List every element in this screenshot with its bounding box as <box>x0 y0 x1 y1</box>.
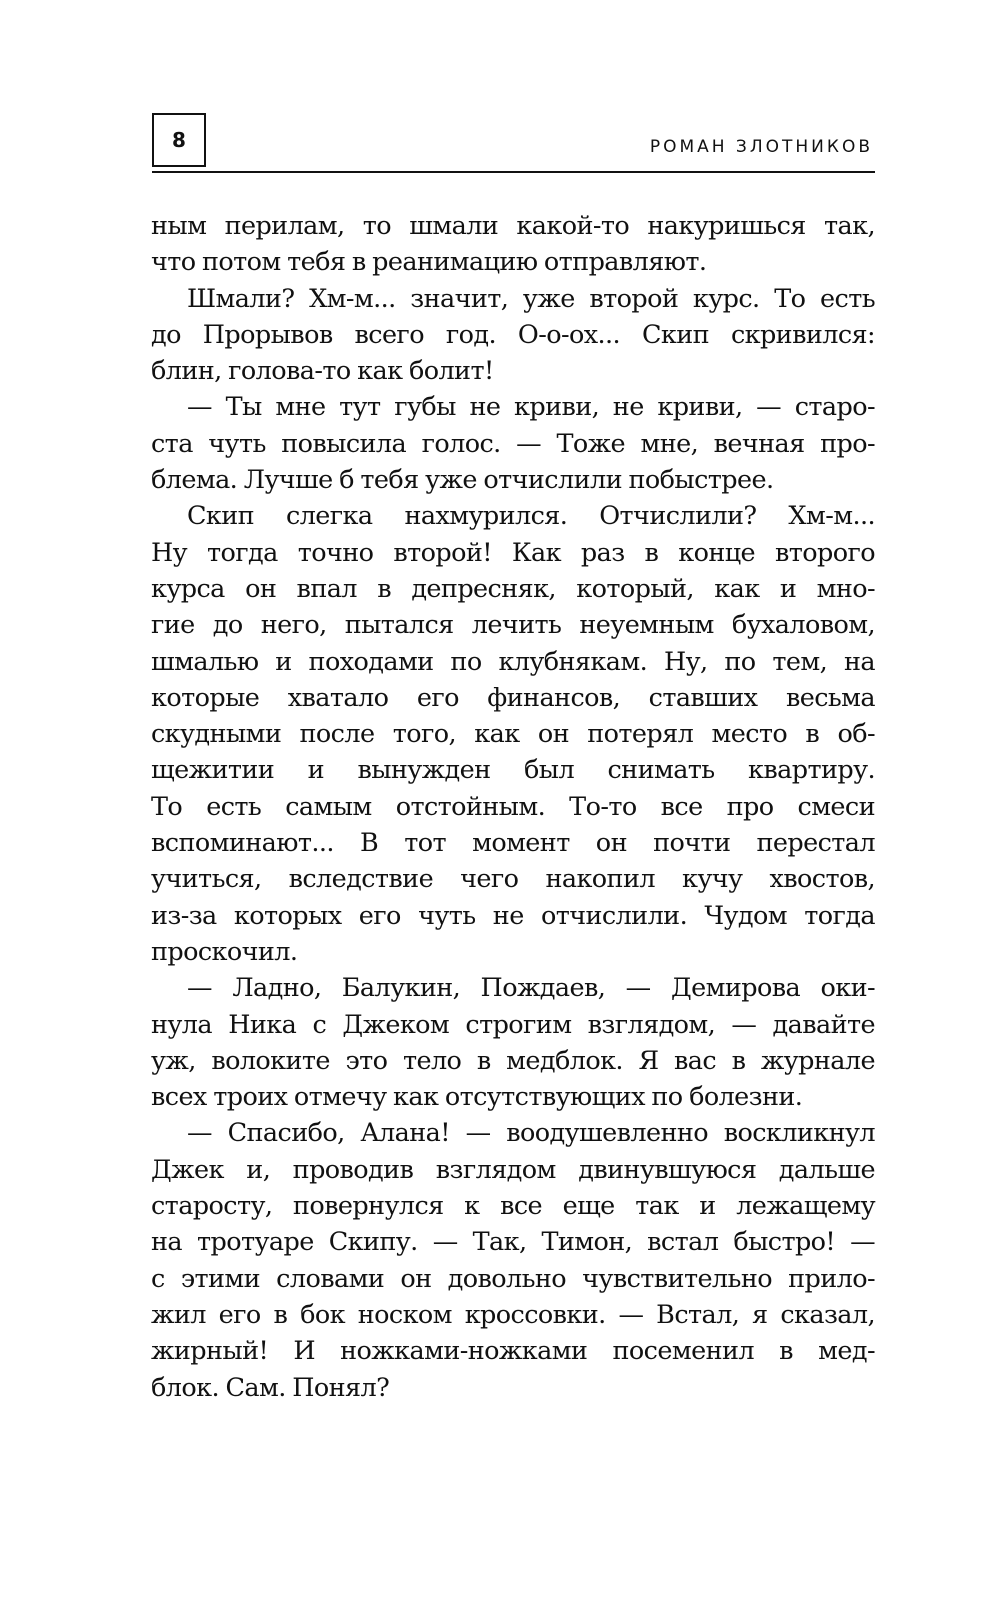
text-line: Ну тогда точно второй! Как раз в конце второго <box>151 537 875 568</box>
text-line: которые хватало его финансов, ставших весьма <box>151 682 875 713</box>
text-line: гие до него, пытался лечить неуемным бухаловом, <box>151 610 875 641</box>
text-line: жил его в бок носком кроссовки. — Встал, я сказал, <box>151 1299 875 1330</box>
text-line: что потом тебя в реанимацию отправляют. <box>151 247 707 278</box>
text-line: жирный! И ножками-ножками посеменил в мед- <box>151 1336 875 1367</box>
text-line: блема. Лучше б тебя уже отчислили побыстрее. <box>151 465 774 496</box>
text-line: То есть самым отстойным. То-то все про смеси <box>151 791 875 822</box>
text-line: — Ладно, Балукин, Пождаев, — Демирова оки- <box>187 973 875 1004</box>
text-line: всех троих отмечу как отсутствующих по болезни. <box>151 1082 803 1113</box>
page-number: 8 <box>152 113 206 167</box>
text-line: с этими словами он довольно чувствительно прило- <box>151 1263 875 1294</box>
text-line: щежитии и вынужден был снимать квартиру. <box>151 755 875 786</box>
text-line: — Спасибо, Алана! — воодушевленно воскликнул <box>187 1118 875 1149</box>
running-title: РОМАН ЗЛОТНИКОВ <box>649 137 873 157</box>
text-line: уж, волоките это тело в медблок. Я вас в журнале <box>151 1045 875 1076</box>
text-line: вспоминают... В тот момент он почти перестал <box>151 828 875 859</box>
text-line: проскочил. <box>151 936 298 967</box>
text-line: скудными после того, как он потерял место в об- <box>151 719 875 750</box>
text-line: до Прорывов всего год. О-о-ох... Скип скривился: <box>151 319 875 350</box>
text-line: шмалью и походами по клубнякам. Ну, по тем, на <box>151 646 875 677</box>
text-line: на тротуаре Скипу. — Так, Тимон, встал быстро! — <box>151 1227 875 1258</box>
text-line: старосту, повернулся к все еще так и лежащему <box>151 1191 875 1222</box>
text-line: Джек и, проводив взглядом двинувшуюся дальше <box>151 1154 875 1185</box>
text-line: ным перилам, то шмали какой-то накуришься так, <box>151 211 875 241</box>
text-line: Шмали? Хм-м... значит, уже второй курс. То есть <box>187 283 875 314</box>
text-line: — Ты мне тут губы не криви, не криви, — старо- <box>187 392 875 423</box>
page-header <box>152 113 875 173</box>
text-line: нула Ника с Джеком строгим взглядом, — давайте <box>151 1009 875 1040</box>
body-text <box>151 208 875 1406</box>
text-line: учиться, вследствие чего накопил кучу хвостов, <box>151 864 875 895</box>
text-line: курса он впал в депресняк, который, как и мно- <box>151 573 875 604</box>
text-line: из-за которых его чуть не отчислили. Чудом тогда <box>151 900 875 931</box>
text-line: блок. Сам. Понял? <box>151 1372 390 1403</box>
text-line: блин, голова-то как болит! <box>151 356 494 387</box>
text-line: Скип слегка нахмурился. Отчислили? Хм-м... <box>187 501 875 532</box>
text-line: ста чуть повысила голос. — Тоже мне, вечная про- <box>151 428 875 459</box>
